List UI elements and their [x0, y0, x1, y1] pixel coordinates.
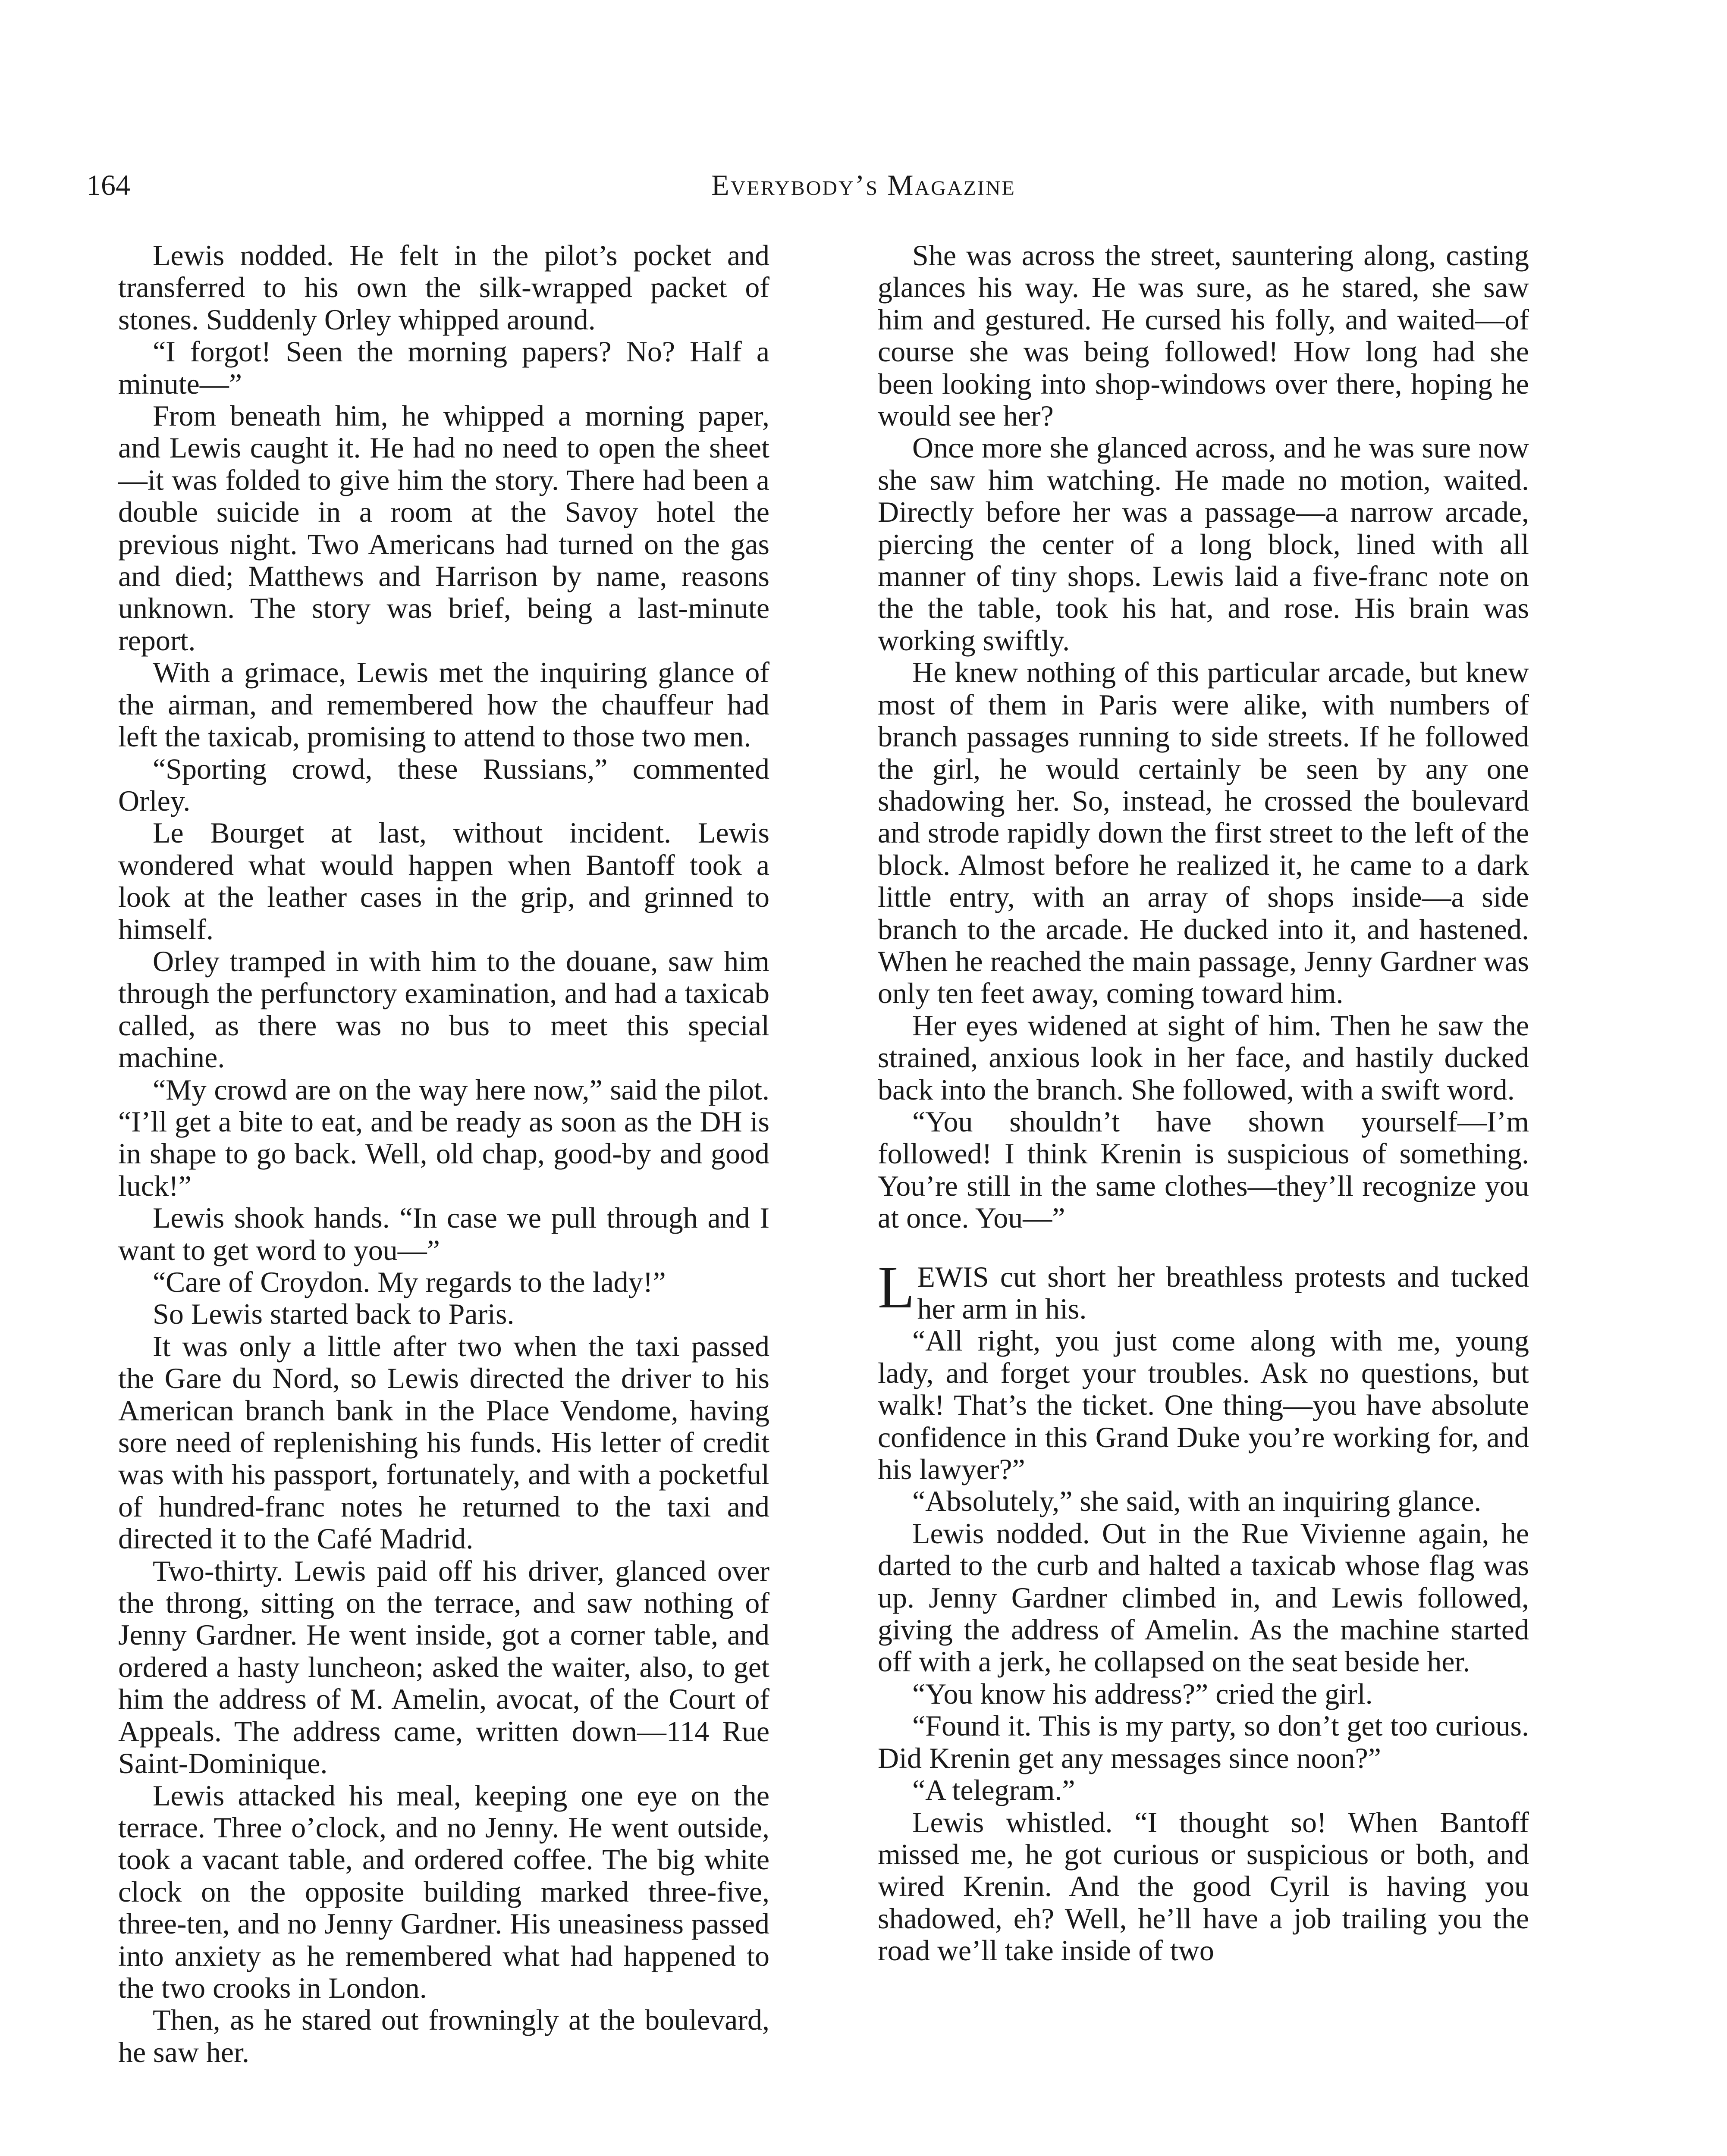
paragraph: Her eyes widened at sight of him. Then he saw the strained, anxious look in her face, and hastily ducked back into the branch. She followed, with a swift word. — [878, 1009, 1529, 1106]
paragraph: Lewis nodded. Out in the Rue Vivienne again, he darted to the curb and halted a taxicab whose flag was up. Jenny Gardner climbed in, and Lewis followed, giving the address of Amelin. As the machine started off with a jerk, he collapsed on the seat beside her. — [878, 1517, 1529, 1678]
paragraph: Then, as he stared out frowningly at the boulevard, he saw her. — [118, 2003, 769, 2068]
paragraph: “You know his address?” cried the girl. — [912, 1677, 1373, 1710]
paragraph: “A telegram.” — [912, 1774, 1075, 1807]
paragraph: “I forgot! Seen the morning papers? No? Half a minute—” — [118, 335, 769, 400]
paragraph: It was only a little after two when the taxi passed the Gare du Nord, so Lewis directed the driver to his American branch bank in the Place Vendome, having sore need of replenishing his funds. His letter of credit was with his passport, fortunately, and with a pocketful of hundred-franc notes he returned to the taxi and directed it to the Café Madrid. — [118, 1329, 769, 1555]
page-number: 164 — [86, 169, 130, 201]
paragraph: “All right, you just come along with me, young lady, and forget your troubles. Ask no questions, but walk! That’s the ticket. One thing—you have absolute confidence in this Grand Duke you’re working for, and his lawyer?” — [878, 1324, 1529, 1486]
paragraph: From beneath him, he whipped a morning paper, and Lewis caught it. He had no need to open the sheet—it was folded to give him the story. There had been a double suicide in a room at the Savoy hotel the previous night. Two Americans had turned on the gas and died; Matthews and Harrison by name, reasons unknown. The story was brief, being a last-minute report. — [118, 399, 769, 657]
paragraph: “Care of Croydon. My regards to the lady!” — [153, 1266, 666, 1298]
running-head: Everybody’s Magazine — [711, 169, 1016, 201]
paragraph: “Absolutely,” she said, with an inquiring glance. — [912, 1485, 1482, 1518]
paragraph: “You shouldn’t have shown yourself—I’m followed! I think Krenin is suspicious of something. You’re still in the same clothes—they’ll recognize you at once. You—” — [878, 1105, 1529, 1235]
paragraph: With a grimace, Lewis met the inquiring glance of the airman, and remembered how the chauffeur had left the taxicab, promising to attend to those two men. — [118, 656, 769, 753]
paragraph: Lewis whistled. “I thought so! When Bantoff missed me, he got curious or suspicious or both, and wired Krenin. And the good Cyril is having you shadowed, eh? Well, he’ll have a job trailing you the road we’ll take inside of two — [878, 1805, 1529, 1967]
paragraph: “Sporting crowd, these Russians,” commented Orley. — [118, 752, 769, 817]
paragraph: Lewis shook hands. “In case we pull through and I want to get word to you—” — [118, 1201, 769, 1266]
paragraph: “Found it. This is my party, so don’t get too curious. Did Krenin get any messages since noon?” — [878, 1709, 1529, 1774]
paragraph: So Lewis started back to Paris. — [153, 1297, 515, 1331]
paragraph: Lewis nodded. He felt in the pilot’s pocket and transferred to his own the silk-wrapped packet of stones. Suddenly Orley whipped around. — [118, 239, 769, 336]
drop-cap: L — [878, 1253, 915, 1321]
paragraph-text: EWIS cut short her breathless protests and tucked her arm in his. — [917, 1260, 1529, 1325]
paragraph: Two-thirty. Lewis paid off his driver, glanced over the throng, sitting on the terrace, and saw nothing of Jenny Gardner. He went inside, got a corner table, and ordered a hasty luncheon; asked the waiter, also, to get him the address of M. Amelin, avocat, of the Court of Appeals. The address came, written down—114 Rue Saint-Dominique. — [118, 1554, 769, 1780]
paragraph: Le Bourget at last, without incident. Lewis wondered what would happen when Bantoff took a look at the leather cases in the grip, and grinned to himself. — [118, 816, 769, 946]
section-opening-paragraph — [878, 1253, 1529, 1325]
paragraph: “My crowd are on the way here now,” said the pilot. “I’ll get a bite to eat, and be ready as soon as the DH is in shape to go back. Well, old chap, good-by and good luck!” — [118, 1073, 769, 1202]
paragraph: Lewis attacked his meal, keeping one eye on the terrace. Three o’clock, and no Jenny. He went outside, took a vacant table, and ordered coffee. The big white clock on the opposite building marked three-five, three-ten, and no Jenny Gardner. His uneasiness passed into anxiety as he remembered what had happened to the two crooks in London. — [118, 1779, 769, 2004]
paragraph: Once more she glanced across, and he was sure now she saw him watching. He made no motion, waited. Directly before her was a passage—a narrow arcade, piercing the center of a long block, lined with all manner of tiny shops. Lewis laid a five-franc note on the the table, took his hat, and rose. His brain was working swiftly. — [878, 431, 1529, 657]
paragraph: She was across the street, sauntering along, casting glances his way. He was sure, as he stared, she saw him and gestured. He cursed his folly, and waited—of course she was being followed! How long had she been looking into shop-windows over there, hoping he would see her? — [878, 239, 1529, 432]
paragraph: He knew nothing of this particular arcade, but knew most of them in Paris were alike, with numbers of branch passages running to side streets. If he followed the girl, he would certainly be seen by any one shadowing her. So, instead, he crossed the boulevard and strode rapidly down the first street to the left of the block. Almost before he realized it, he came to a dark little entry, with an array of shops inside—a side branch to the arcade. He ducked into it, and hastened. When he reached the main passage, Jenny Gardner was only ten feet away, coming toward him. — [878, 656, 1529, 1010]
paragraph: Orley tramped in with him to the douane, saw him through the perfunctory examination, and had a taxicab called, as there was no bus to meet this special machine. — [118, 944, 769, 1074]
left-column — [118, 239, 769, 2156]
right-column — [878, 239, 1529, 2156]
